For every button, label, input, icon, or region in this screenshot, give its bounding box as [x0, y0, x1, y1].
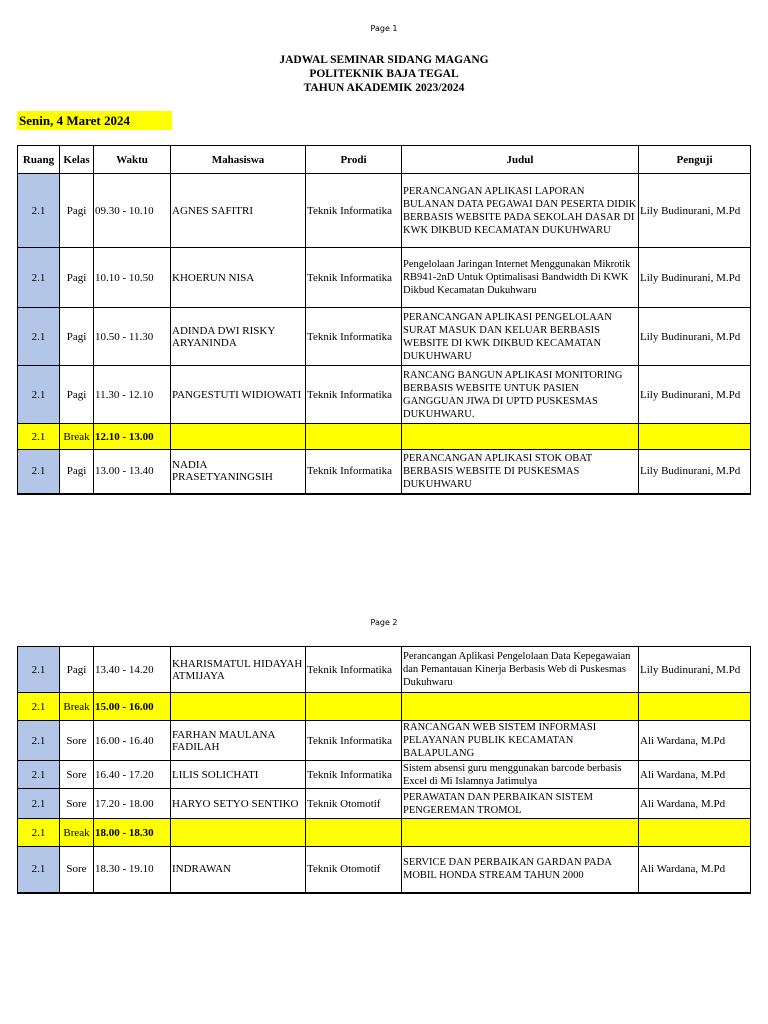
- cell-ruang: 2.1: [18, 761, 60, 789]
- break-row: [18, 424, 751, 450]
- cell-waktu: 15.00 - 16.00: [94, 693, 171, 721]
- cell-mahasiswa: [171, 424, 306, 450]
- cell-penguji: Lily Budinurani, M.Pd: [639, 248, 751, 308]
- header-ruang: Ruang: [18, 146, 60, 174]
- cell-judul: RANCANG BANGUN APLIKASI MONITORING BERBASIS WEBSITE UNTUK PASIEN GANGGUAN JIWA DI UPTD PUSKESMAS DUKUHWARU.: [402, 366, 639, 424]
- cell-ruang: 2.1: [18, 248, 60, 308]
- table-row: [18, 308, 751, 366]
- institution-name: POLITEKNIK BAJA TEGAL: [309, 68, 459, 80]
- page-number-1: Page 1: [370, 24, 398, 33]
- table-row: [18, 761, 751, 789]
- cell-judul: Pengelolaan Jaringan Internet Menggunakan Mikrotik RB941-2nD Untuk Optimalisasi Bandwidth Di KWK Dikbud Kecamatan Dukuhwaru: [402, 248, 639, 308]
- cell-penguji: Lily Budinurani, M.Pd: [639, 450, 751, 494]
- cell-penguji: Lily Budinurani, M.Pd: [639, 174, 751, 248]
- table-header-row: [18, 146, 751, 174]
- cell-waktu: 10.50 - 11.30: [94, 308, 171, 366]
- cell-penguji: Ali Wardana, M.Pd: [639, 721, 751, 761]
- table-row: [18, 647, 751, 693]
- cell-waktu: 13.00 - 13.40: [94, 450, 171, 494]
- cell-ruang: 2.1: [18, 789, 60, 819]
- cell-penguji: Lily Budinurani, M.Pd: [639, 308, 751, 366]
- cell-kelas: Break: [60, 424, 94, 450]
- schedule-table-page2: [17, 646, 751, 894]
- header-waktu: Waktu: [94, 146, 171, 174]
- cell-judul: Sistem absensi guru menggunakan barcode berbasis Excel di Mi Islamnya Jatimulya: [402, 761, 639, 789]
- cell-penguji: [639, 819, 751, 847]
- cell-prodi: [306, 819, 402, 847]
- cell-ruang: 2.1: [18, 721, 60, 761]
- cell-kelas: Pagi: [60, 248, 94, 308]
- header-kelas: Kelas: [60, 146, 94, 174]
- cell-waktu: 10.10 - 10.50: [94, 248, 171, 308]
- header-mahasiswa: Mahasiswa: [171, 146, 306, 174]
- table-row: [18, 789, 751, 819]
- cell-prodi: Teknik Informatika: [306, 248, 402, 308]
- cell-kelas: Break: [60, 819, 94, 847]
- schedule-date: Senin, 4 Maret 2024: [17, 111, 172, 130]
- table-row: [18, 721, 751, 761]
- academic-year: TAHUN AKADEMIK 2023/2024: [303, 82, 465, 94]
- cell-judul: Perancangan Aplikasi Pengelolaan Data Kepegawaian dan Pemantauan Kinerja Berbasis Web di Puskesmas Dukuhwaru: [402, 647, 639, 693]
- cell-judul: [402, 424, 639, 450]
- document-title: JADWAL SEMINAR SIDANG MAGANG: [279, 54, 489, 66]
- cell-penguji: Lily Budinurani, M.Pd: [639, 647, 751, 693]
- cell-ruang: 2.1: [18, 693, 60, 721]
- cell-kelas: Pagi: [60, 308, 94, 366]
- cell-waktu: 18.00 - 18.30: [94, 819, 171, 847]
- cell-judul: SERVICE DAN PERBAIKAN GARDAN PADA MOBIL HONDA STREAM TAHUN 2000: [402, 847, 639, 893]
- table-row: [18, 366, 751, 424]
- table-row: [18, 174, 751, 248]
- cell-mahasiswa: [171, 693, 306, 721]
- cell-ruang: 2.1: [18, 424, 60, 450]
- table-row: [18, 248, 751, 308]
- cell-judul: PERANCANGAN APLIKASI LAPORAN BULANAN DATA PEGAWAI DAN PESERTA DIDIK BERBASIS WEBSITE PADA SEKOLAH DASAR DI KWK DIKBUD KECAMATAN DUKUHWARU: [402, 174, 639, 248]
- cell-prodi: [306, 424, 402, 450]
- schedule-table-page1: [17, 145, 751, 495]
- break-row: [18, 819, 751, 847]
- cell-ruang: 2.1: [18, 450, 60, 494]
- header-judul: Judul: [402, 146, 639, 174]
- cell-penguji: Ali Wardana, M.Pd: [639, 789, 751, 819]
- cell-penguji: Lily Budinurani, M.Pd: [639, 366, 751, 424]
- cell-ruang: 2.1: [18, 847, 60, 893]
- cell-waktu: 12.10 - 13.00: [94, 424, 171, 450]
- cell-mahasiswa: FARHAN MAULANA FADILAH: [171, 721, 306, 761]
- cell-kelas: Break: [60, 693, 94, 721]
- cell-kelas: Pagi: [60, 174, 94, 248]
- cell-penguji: Ali Wardana, M.Pd: [639, 847, 751, 893]
- cell-prodi: Teknik Informatika: [306, 761, 402, 789]
- cell-waktu: 17.20 - 18.00: [94, 789, 171, 819]
- cell-penguji: [639, 693, 751, 721]
- cell-mahasiswa: ADINDA DWI RISKY ARYANINDA: [171, 308, 306, 366]
- cell-prodi: Teknik Informatika: [306, 450, 402, 494]
- header-penguji: Penguji: [639, 146, 751, 174]
- cell-prodi: Teknik Otomotif: [306, 847, 402, 893]
- cell-mahasiswa: KHOERUN NISA: [171, 248, 306, 308]
- cell-mahasiswa: HARYO SETYO SENTIKO: [171, 789, 306, 819]
- cell-mahasiswa: [171, 819, 306, 847]
- cell-prodi: Teknik Informatika: [306, 647, 402, 693]
- cell-judul: PERANCANGAN APLIKASI STOK OBAT BERBASIS WEBSITE DI PUSKESMAS DUKUHWARU: [402, 450, 639, 494]
- cell-mahasiswa: LILIS SOLICHATI: [171, 761, 306, 789]
- cell-judul: PERAWATAN DAN PERBAIKAN SISTEM PENGEREMAN TROMOL: [402, 789, 639, 819]
- table-row: [18, 450, 751, 494]
- cell-ruang: 2.1: [18, 647, 60, 693]
- cell-kelas: Sore: [60, 789, 94, 819]
- cell-prodi: Teknik Otomotif: [306, 789, 402, 819]
- cell-ruang: 2.1: [18, 308, 60, 366]
- cell-waktu: 13.40 - 14.20: [94, 647, 171, 693]
- cell-judul: RANCANGAN WEB SISTEM INFORMASI PELAYANAN PUBLIK KECAMATAN BALAPULANG: [402, 721, 639, 761]
- cell-mahasiswa: KHARISMATUL HIDAYAH ATMIJAYA: [171, 647, 306, 693]
- cell-kelas: Sore: [60, 847, 94, 893]
- cell-judul: PERANCANGAN APLIKASI PENGELOLAAN SURAT MASUK DAN KELUAR BERBASIS WEBSITE DI KWK DIKBUD KECAMATAN DUKUHWARU: [402, 308, 639, 366]
- cell-penguji: Ali Wardana, M.Pd: [639, 761, 751, 789]
- cell-waktu: 18.30 - 19.10: [94, 847, 171, 893]
- cell-mahasiswa: PANGESTUTI WIDIOWATI: [171, 366, 306, 424]
- break-row: [18, 693, 751, 721]
- cell-penguji: [639, 424, 751, 450]
- cell-mahasiswa: NADIA PRASETYANINGSIH: [171, 450, 306, 494]
- cell-kelas: Sore: [60, 721, 94, 761]
- cell-prodi: Teknik Informatika: [306, 308, 402, 366]
- cell-ruang: 2.1: [18, 366, 60, 424]
- cell-waktu: 09.30 - 10.10: [94, 174, 171, 248]
- cell-kelas: Sore: [60, 761, 94, 789]
- cell-judul: [402, 819, 639, 847]
- cell-kelas: Pagi: [60, 366, 94, 424]
- cell-waktu: 16.00 - 16.40: [94, 721, 171, 761]
- cell-judul: [402, 693, 639, 721]
- cell-kelas: Pagi: [60, 647, 94, 693]
- cell-ruang: 2.1: [18, 174, 60, 248]
- cell-mahasiswa: AGNES SAFITRI: [171, 174, 306, 248]
- cell-ruang: 2.1: [18, 819, 60, 847]
- page-number-2: Page 2: [370, 618, 398, 627]
- cell-waktu: 11.30 - 12.10: [94, 366, 171, 424]
- cell-prodi: Teknik Informatika: [306, 366, 402, 424]
- header-prodi: Prodi: [306, 146, 402, 174]
- cell-waktu: 16.40 - 17.20: [94, 761, 171, 789]
- cell-prodi: Teknik Informatika: [306, 721, 402, 761]
- cell-prodi: Teknik Informatika: [306, 174, 402, 248]
- cell-prodi: [306, 693, 402, 721]
- cell-mahasiswa: INDRAWAN: [171, 847, 306, 893]
- table-row: [18, 847, 751, 893]
- cell-kelas: Pagi: [60, 450, 94, 494]
